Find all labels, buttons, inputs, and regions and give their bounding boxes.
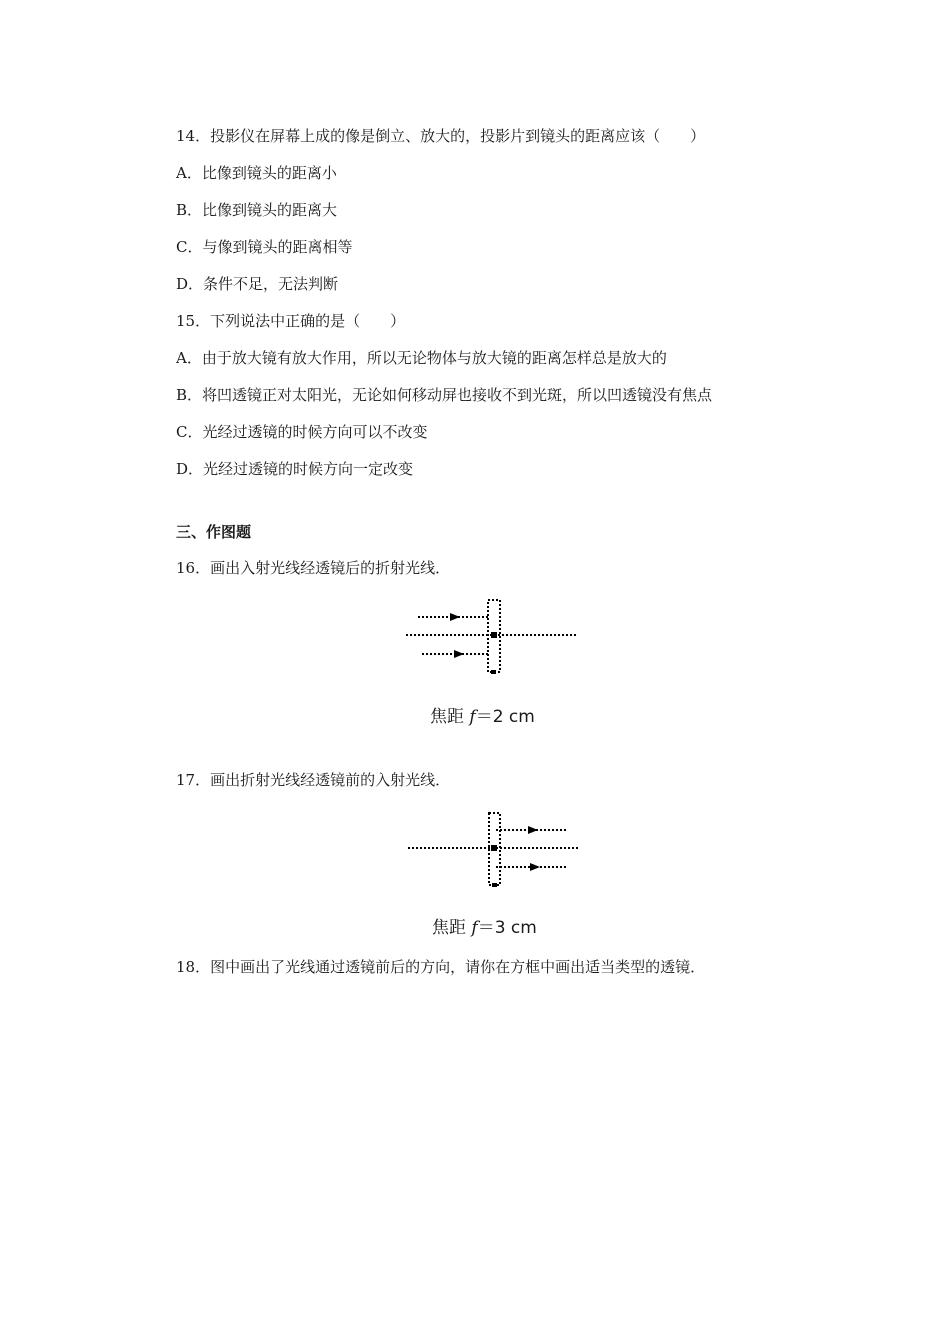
q16-stem: 16．画出入射光线经透镜后的折射光线． [176,559,451,577]
q16-caption [430,702,535,727]
q17-caption-prefix: 焦距 [432,918,466,938]
q16-caption-value: ＝2 cm [475,707,535,727]
q15-option-b: B．将凹透镜正对太阳光，无论如何移动屏也接收不到光斑，所以凹透镜没有焦点 [176,386,713,404]
q15-option-a: A．由于放大镜有放大作用，所以无论物体与放大镜的距离怎样总是放大的 [176,349,667,367]
q17-caption-value: ＝3 cm [477,918,537,938]
q15-option-d: D．光经过透镜的时候方向一定改变 [176,460,414,478]
section-title: 三、作图题 [176,523,252,541]
q16-arrow-upper [450,613,460,621]
q16-arrow-lower [454,650,464,658]
q15-stem: 15．下列说法中正确的是（ ） [176,312,406,330]
q17-caption [432,913,537,938]
q16-caption-prefix: 焦距 [430,707,464,727]
q16-lens-diagram [400,595,585,680]
q14-option-d: D．条件不足，无法判断 [176,275,339,293]
q15-option-c: C．光经过透镜的时候方向可以不改变 [176,423,428,441]
q14-stem: 14．投影仪在屏幕上成的像是倒立、放大的，投影片到镜头的距离应该（ ） [176,127,706,145]
q14-option-c: C．与像到镜头的距离相等 [176,238,353,256]
q16-caption-symbol: f [469,707,476,727]
q17-focal-mark [491,845,497,851]
q16-lens-tip [491,670,496,674]
q17-lens-tip [492,883,497,887]
q18-stem: 18．图中画出了光线通过透镜前后的方向，请你在方框中画出适当类型的透镜． [176,958,706,976]
q17-stem: 17．画出折射光线经透镜前的入射光线． [176,771,451,789]
q14-option-b: B．比像到镜头的距离大 [176,201,338,219]
q16-focal-mark [491,632,497,638]
q17-lens-diagram [400,808,590,893]
q17-arrow-lower [530,863,540,871]
q14-option-a: A．比像到镜头的距离小 [176,164,337,182]
q17-arrow-upper [528,826,538,834]
q17-caption-symbol: f [471,918,478,938]
